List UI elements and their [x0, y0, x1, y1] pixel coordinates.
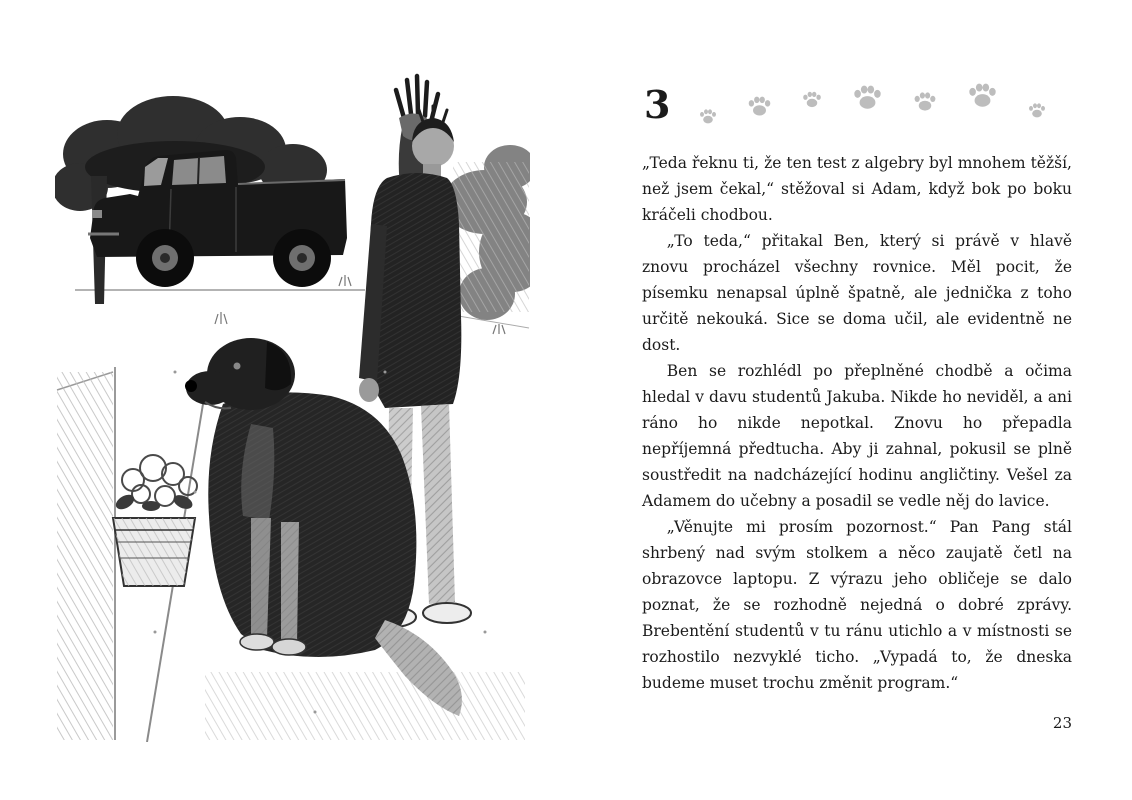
page-number: 23	[1052, 714, 1072, 732]
page-body-text	[642, 150, 1072, 696]
paragraph: „To teda,“ přitakal Ben, který si právě v hlavě znovu procházel všechny rovnice. Měl pocit, že písemku nenapsal úplně špatně, ale jednička z toho určitě nekouká. Sice se doma učil, ale evidentně ne dost.	[642, 232, 1072, 354]
left-page	[55, 72, 530, 746]
chapter-header	[644, 76, 1047, 126]
paragraph: „Věnujte mi prosím pozornost.“ Pan Pang stál shrbený nad svým stolkem a něco zaujatě četl na obrazovce laptopu. Z výrazu jeho obličeje se dalo poznat, že se rozhodně nejedná o dobré zprávy. Brebentění studentů v tu ránu utichlo a v místnosti se rozhostilo nezvyklé ticho. „Vypadá to, že dneska budeme muset trochu změnit program.“	[642, 518, 1072, 692]
paw-icon	[851, 80, 884, 113]
paw-icon	[912, 88, 938, 114]
paw-icon	[801, 88, 823, 110]
paragraph: Ben se rozhlédl po přeplněné chodbě a očima hledal v davu studentů Jakuba. Nikde ho neviděl, a ani ráno ho nikde nepotkal. Znovu ho přepadla nepříjemná předtucha. Aby ji zahnal, pokusil se plně soustředit na nadcházející hodinu angličtiny. Vešel za Adamem do učebny a posadil se vedle něj do lavice.	[642, 362, 1072, 510]
chapter-illustration	[55, 72, 530, 742]
chapter-number: 3	[644, 82, 671, 127]
paragraph: „Teda řeknu ti, že ten test z algebry byl mnohem těžší, než jsem čekal,“ stěžoval si Adam, když bok po boku kráčeli chodbou.	[642, 154, 1072, 224]
paw-icon	[1027, 100, 1047, 120]
paw-print-row	[698, 76, 1047, 126]
paw-icon	[966, 78, 999, 111]
paw-icon	[746, 92, 773, 119]
paw-icon	[698, 106, 718, 126]
